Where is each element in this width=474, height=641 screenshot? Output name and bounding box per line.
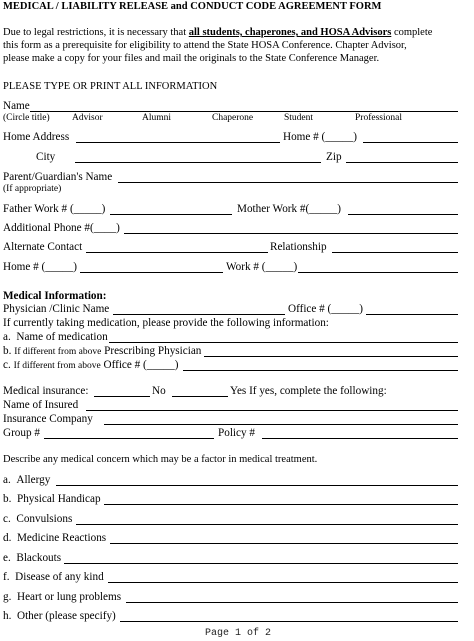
name-insured-label: Name of Insured [3, 399, 79, 411]
relationship-field[interactable] [332, 252, 458, 253]
item-label: b. [3, 345, 12, 357]
item-label: b. [3, 493, 12, 505]
item-label: c. [3, 359, 11, 371]
father-work-label: Father Work # (_____) [3, 203, 106, 215]
alt-work-field[interactable] [298, 272, 458, 273]
physician-label: Physician /Clinic Name [3, 303, 110, 315]
office-item [3, 360, 178, 372]
group-label: Group # [3, 427, 40, 439]
additional-phone-field[interactable] [124, 233, 458, 234]
concern-item [3, 553, 61, 564]
medical-heading: Medical Information: [3, 290, 107, 302]
name-field[interactable] [30, 111, 458, 112]
intro-emphasis: all students, chaperones, and HOSA Advisors [188, 27, 392, 38]
name-insured-field[interactable] [86, 410, 458, 411]
convulsions-field[interactable] [76, 524, 458, 525]
father-work-field[interactable] [110, 214, 232, 215]
guardian-name-field[interactable] [118, 182, 458, 183]
physician-field[interactable] [113, 314, 285, 315]
allergy-field[interactable] [56, 485, 458, 486]
form-title: MEDICAL / LIABILITY RELEASE and CONDUCT CODE AGREEMENT FORM [3, 1, 382, 12]
insurance-no-field[interactable] [94, 396, 150, 397]
relationship-label: Relationship [270, 241, 327, 253]
item-text: Prescribing Physician [104, 345, 202, 357]
city-label: City [36, 151, 56, 163]
role-chaperone[interactable]: Chaperone [212, 113, 254, 123]
concern-item [3, 475, 50, 486]
concern-item [3, 592, 121, 603]
home-phone-label: Home # (_____) [283, 131, 357, 143]
item-label: g. [3, 591, 12, 603]
alt-work-label: Work # (_____) [226, 261, 298, 273]
zip-label: Zip [326, 151, 342, 163]
concern-item [3, 514, 72, 525]
intro-line-2: this form as a prerequisite for eligibility to attend the State HOSA Conference. Chapter Advisor, [3, 40, 407, 51]
concern-item [3, 611, 116, 622]
insurance-company-label: Insurance Company [3, 413, 93, 425]
item-text: Heart or lung problems [16, 591, 122, 603]
role-professional[interactable]: Professional [355, 113, 402, 123]
item-text: Other (please specify) [16, 610, 116, 622]
insurance-yes-label: Yes If yes, complete the following: [230, 385, 387, 397]
item-label: f. [3, 571, 10, 583]
item-label: e. [3, 552, 11, 564]
prescribing-physician-field[interactable] [204, 356, 458, 357]
medication-prompt: If currently taking medication, please provide the following information: [3, 317, 329, 329]
home-address-label: Home Address [3, 131, 70, 143]
role-advisor[interactable]: Advisor [72, 113, 103, 123]
policy-label: Policy # [218, 427, 255, 439]
item-text: Allergy [16, 474, 51, 486]
role-alumni[interactable]: Alumni [142, 113, 172, 123]
physician-office-field[interactable] [366, 314, 458, 315]
role-student[interactable]: Student [284, 113, 314, 123]
additional-phone-label: Additional Phone #(____) [3, 222, 120, 234]
blackouts-field[interactable] [64, 563, 458, 564]
medicine-reactions-field[interactable] [110, 543, 458, 544]
concern-item [3, 572, 104, 583]
item-note: If different from above [13, 361, 101, 371]
item-label: d. [3, 532, 12, 544]
item-text: Convulsions [16, 513, 73, 525]
mother-work-field[interactable] [348, 214, 458, 215]
heart-lung-field[interactable] [126, 602, 458, 603]
insurance-yes-field[interactable] [172, 396, 228, 397]
item-text: Office # (_____) [103, 359, 179, 371]
item-label: c. [3, 513, 11, 525]
insurance-label: Medical insurance: [3, 385, 89, 397]
alternate-contact-label: Alternate Contact [3, 241, 83, 253]
home-phone-field[interactable] [363, 142, 458, 143]
policy-field[interactable] [262, 438, 458, 439]
insurance-no-label: No [152, 385, 166, 397]
guardian-name-label: Parent/Guardian's Name [3, 171, 113, 183]
disease-field[interactable] [108, 582, 458, 583]
if-appropriate-note: (If appropriate) [3, 184, 62, 194]
item-note: If different from above [14, 347, 102, 357]
page-number: Page 1 of 2 [205, 628, 272, 639]
name-label: Name [3, 100, 30, 112]
concern-item [3, 494, 101, 505]
physician-office-label: Office # (_____) [288, 303, 363, 315]
medication-name-field[interactable] [109, 342, 458, 343]
print-instruction: PLEASE TYPE OR PRINT ALL INFORMATION [3, 81, 218, 92]
concern-item [3, 533, 106, 544]
item-text: Blackouts [16, 552, 62, 564]
item-text: Physical Handicap [16, 493, 101, 505]
physical-handicap-field[interactable] [104, 504, 458, 505]
item-text: Medicine Reactions [16, 532, 107, 544]
other-field[interactable] [120, 621, 458, 622]
insurance-company-field[interactable] [104, 424, 458, 425]
intro-text-end: complete [391, 27, 433, 38]
item-text: Disease of any kind [15, 571, 104, 583]
circle-title-note: (Circle title) [3, 113, 50, 123]
city-field[interactable] [75, 162, 321, 163]
zip-field[interactable] [346, 162, 458, 163]
office-phone-field[interactable] [183, 370, 458, 371]
alt-home-field[interactable] [80, 272, 223, 273]
intro-line-1 [3, 28, 432, 39]
home-address-field[interactable] [76, 142, 280, 143]
alt-home-label: Home # (_____) [3, 261, 77, 273]
alternate-contact-field[interactable] [86, 252, 268, 253]
intro-line-3: please make a copy for your files and mail the originals to the State Conference Manager. [3, 53, 380, 64]
group-field[interactable] [44, 438, 214, 439]
intro-text: Due to legal restrictions, it is necessary that [3, 27, 189, 38]
mother-work-label: Mother Work #(_____) [237, 203, 341, 215]
concern-prompt: Describe any medical concern which may be a factor in medical treatment. [3, 454, 318, 465]
item-text: Name of medication [16, 331, 108, 343]
item-label: a. [3, 331, 11, 343]
item-label: h. [3, 610, 12, 622]
medication-item [3, 332, 108, 343]
prescribing-item [3, 346, 201, 358]
item-label: a. [3, 474, 11, 486]
